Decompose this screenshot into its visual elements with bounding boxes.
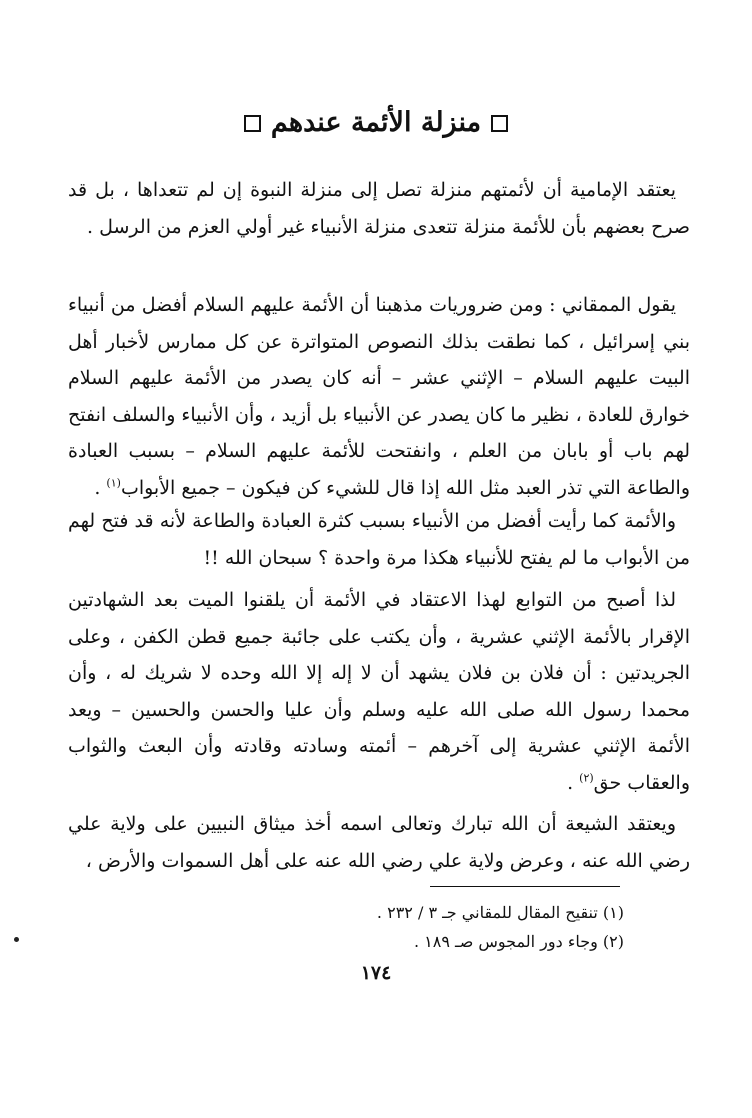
paragraph-2 bbox=[68, 287, 690, 506]
paragraph-4 bbox=[68, 582, 690, 801]
margin-dot bbox=[14, 937, 19, 942]
footnote-1: (١) تنقيح المقال للمقاني جـ ٣ / ٢٣٢ . bbox=[376, 903, 624, 922]
paragraph-text: ويعتقد الشيعة أن الله تبارك وتعالى اسمه أخذ ميثاق النبيين على ولاية علي رضي الله عنه ، وعرض ولاية علي رضي الله عنه على أهل السموات والأرض ، bbox=[68, 813, 690, 872]
square-ornament-icon bbox=[244, 115, 261, 132]
footnote-separator bbox=[430, 886, 620, 887]
chapter-title: منزلة الأئمة عندهم bbox=[270, 107, 482, 138]
paragraph-text: يعتقد الإمامية أن لأئمتهم منزلة تصل إلى منزلة النبوة إن لم تتعداها ، بل قد صرح بعضهم بأن للأئمة منزلة تتعدى منزلة الأنبياء غير أولي العزم من الرسل . bbox=[68, 179, 690, 238]
paragraph-text: والأئمة كما رأيت أفضل من الأنبياء بسبب كثرة العبادة والطاعة لأنه قد فتح لهم من الأبواب ما لم يفتح للأنبياء هكذا مرة واحدة ؟ سبحان الله !! bbox=[68, 510, 690, 569]
paragraph-text: يقول الممقاني : ومن ضروريات مذهبنا أن الأئمة عليهم السلام أفضل من أنبياء بني إسرائيل ، كما نطقت بذلك النصوص المتواترة عن كل ممارس لأخبار أهل البيت عليهم السلام – الإثني عشر – أنه كان يصدر من الأئمة عليهم السلام خوارق للعادة ، نظير ما كان يصدر عن الأنبياء بل أزيد ، وأن الأنبياء والسلف انفتح لهم باب أو بابان من العلم ، وانفتحت للأئمة عليهم السلام – بسبب العبادة والطاعة التي تذر العبد مثل الله إذا قال للشيء كن فيكون – جميع الأبواب$^{(١)}$ . bbox=[68, 294, 690, 499]
paragraph-5 bbox=[68, 806, 690, 879]
footnote-2: (٢) وجاء دور المجوس صـ ١٨٩ . bbox=[413, 932, 624, 951]
footnote-marker: (١) bbox=[106, 476, 121, 490]
paragraph-3 bbox=[68, 503, 690, 576]
footnotes bbox=[68, 898, 624, 956]
paragraph-text: لذا أصبح من التوابع لهذا الاعتقاد في الأئمة أن يلقنوا الميت بعد الشهادتين الإقرار بالأئمة الإثني عشرية ، وأن يكتب على جائبة جميع قطن الكفن ، وعلى الجريدتين : أن فلان بن فلان يشهد أن لا إله إلا الله وحده لا شريك له ، وأن محمدا رسول الله صلى الله عليه وسلم وأن عليا والحسن والحسين – ويعد الأئمة الإثني عشرية إلى آخرهم – أئمته وسادته وقادته وأن البعث والثواب والعقاب حق$^{(٢)}$ . bbox=[68, 589, 690, 794]
chapter-heading bbox=[0, 98, 752, 148]
square-ornament-icon bbox=[491, 115, 508, 132]
paragraph-1 bbox=[68, 172, 690, 245]
footnote-marker: (٢) bbox=[579, 771, 594, 785]
page-number: ١٧٤ bbox=[360, 962, 392, 984]
